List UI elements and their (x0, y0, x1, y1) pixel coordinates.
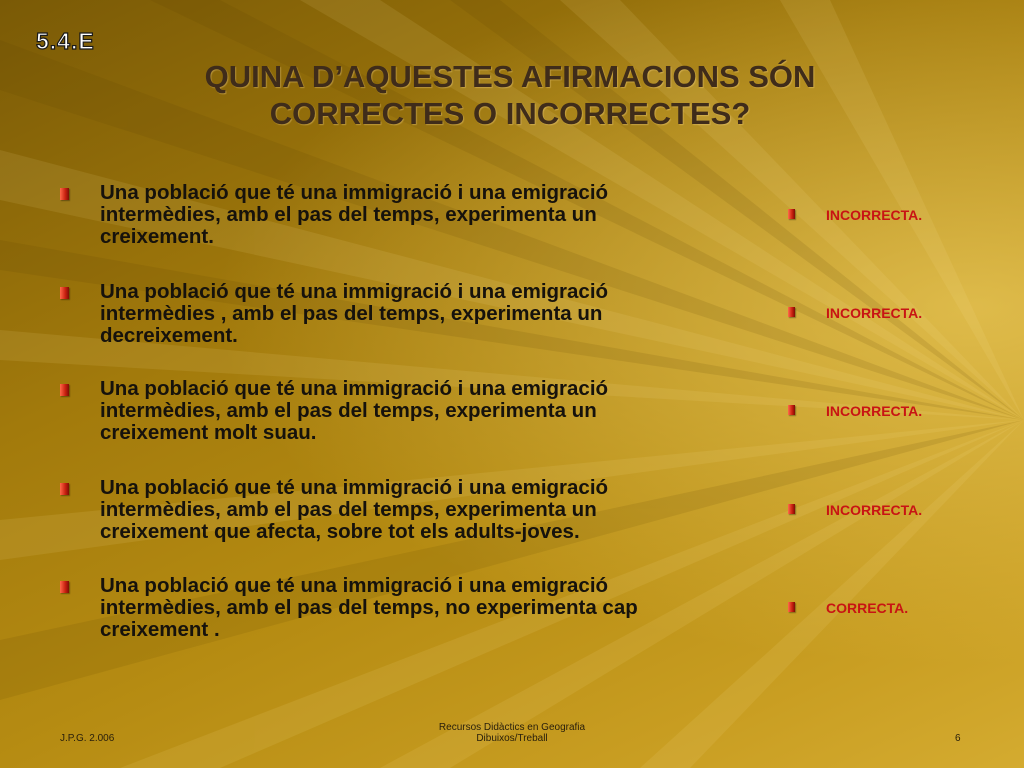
red-square-bullet-icon (60, 287, 69, 299)
red-square-bullet-icon (60, 384, 69, 396)
footer-course-sub: Dibuixos/Treball (476, 733, 548, 744)
footer-center (380, 722, 644, 744)
statement-line: Una població que té una immigració i una emigració (100, 476, 609, 499)
red-square-bullet-icon (60, 581, 69, 593)
red-square-bullet-icon (788, 307, 795, 317)
statement-line: Una població que té una immigració i una emigració (100, 181, 609, 204)
red-square-bullet-icon (788, 504, 795, 514)
answer-label: CORRECTA. (826, 600, 909, 616)
red-square-bullet-icon (788, 602, 795, 612)
statement-line: intermèdies, amb el pas del temps, no experimenta cap (100, 596, 638, 619)
statement-line: Una població que té una immigració i una emigració (100, 377, 609, 400)
statement-text (100, 182, 740, 248)
answer-label: INCORRECTA. (826, 403, 923, 419)
statement-line: Una població que té una immigració i una emigració (100, 280, 609, 303)
statement-line: intermèdies, amb el pas del temps, experimenta un (100, 399, 597, 422)
red-square-bullet-icon (60, 188, 69, 200)
statement-text (100, 281, 740, 347)
statement-line: creixement. (100, 225, 214, 248)
statement-line: intermèdies , amb el pas del temps, experimenta un (100, 302, 603, 325)
statement-text (100, 477, 740, 543)
statement-text (100, 378, 740, 444)
statement-line: creixement . (100, 618, 220, 641)
footer-course-name: Recursos Didàctics en Geografia (438, 722, 586, 733)
slide-section-tag: 5.4.E (36, 28, 95, 54)
statement-line: creixement que afecta, sobre tot els adults-joves. (100, 520, 580, 543)
statement-line: Una població que té una immigració i una emigració (100, 574, 609, 597)
statement-line: decreixement. (100, 324, 238, 347)
statement-text (100, 575, 740, 641)
red-square-bullet-icon (60, 483, 69, 495)
statement-line: intermèdies, amb el pas del temps, experimenta un (100, 203, 597, 226)
answer-label: INCORRECTA. (826, 305, 923, 321)
footer-author: J.P.G. 2.006 (60, 733, 115, 744)
title-line-2: CORRECTES O INCORRECTES? (269, 96, 751, 131)
answer-label: INCORRECTA. (826, 207, 923, 223)
statement-line: creixement molt suau. (100, 421, 317, 444)
statement-line: intermèdies, amb el pas del temps, experimenta un (100, 498, 597, 521)
title-line-1: QUINA D’AQUESTES AFIRMACIONS SÓN (204, 59, 816, 94)
answer-label: INCORRECTA. (826, 502, 923, 518)
red-square-bullet-icon (788, 209, 795, 219)
slide-number: 6 (955, 733, 961, 744)
red-square-bullet-icon (788, 405, 795, 415)
slide-title (150, 58, 870, 132)
